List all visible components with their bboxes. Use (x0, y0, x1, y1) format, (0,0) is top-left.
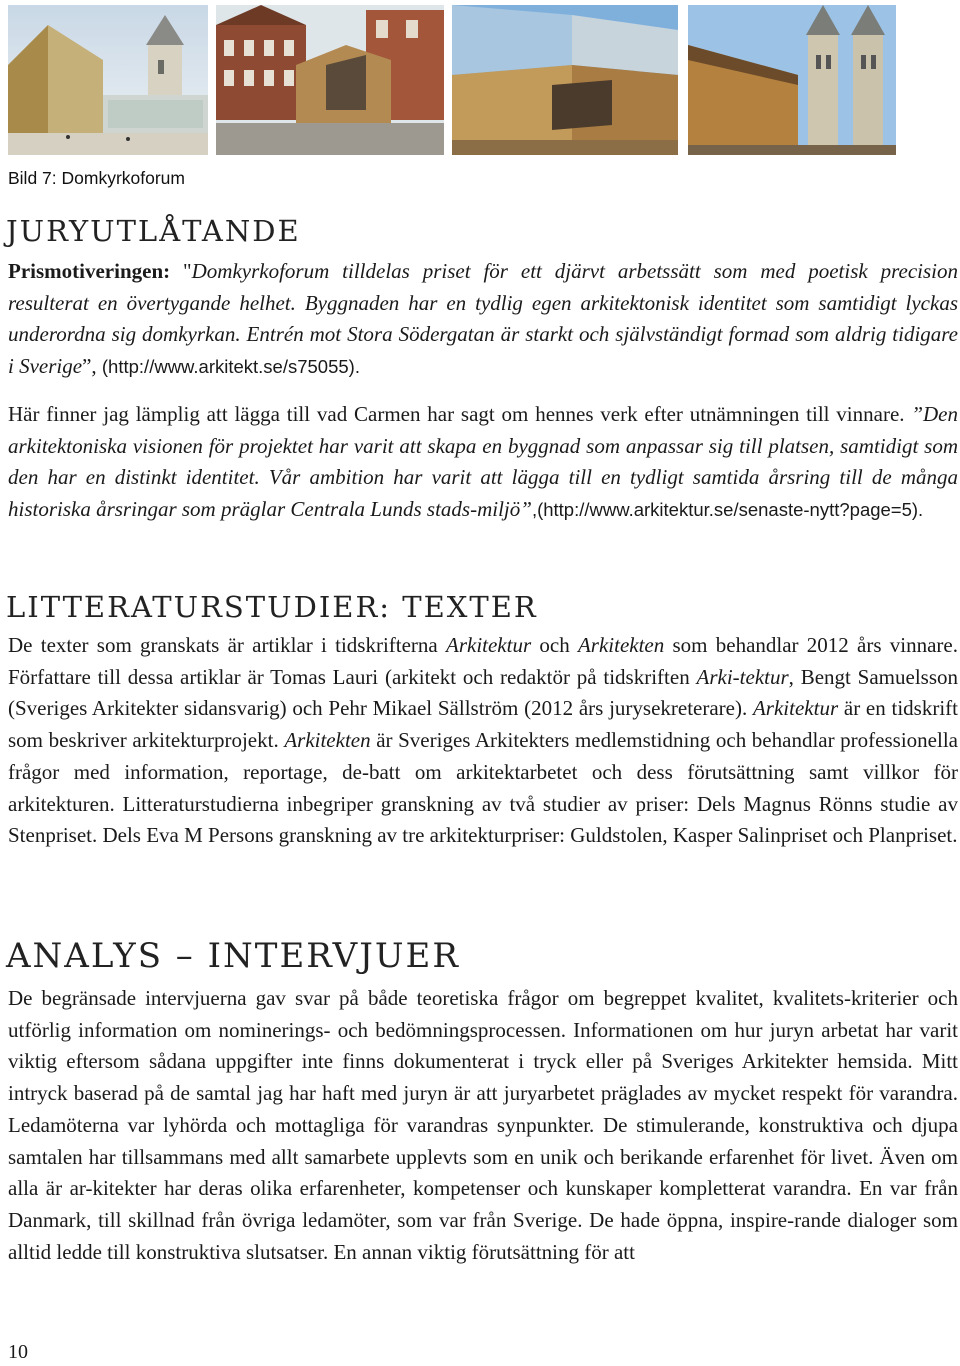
journal-title: Arki-tektur (696, 664, 789, 689)
photo-strip (8, 5, 896, 155)
motivation-label: Prismotiveringen: (8, 259, 171, 283)
section-heading-jury: JURYUTLÅTANDE (6, 214, 301, 248)
prize-motivation-paragraph (8, 256, 958, 383)
building-photo-icon (216, 5, 444, 155)
journal-title: Arkitekten (284, 728, 371, 753)
text-run: , Bengt Samuelsson (Sveriges Arkitekter sidansvarig) och Pehr Mikael Sällström (2012 års jurysekreterare). (8, 664, 959, 721)
journal-title: Arkitektur (446, 633, 532, 657)
building-photo-icon (8, 5, 208, 155)
text-run: och (531, 633, 578, 657)
building-photo-icon (688, 5, 896, 155)
section-heading-analysis: ANALYS – INTERVJUER (6, 936, 460, 976)
page-number: 10 (8, 1341, 28, 1363)
source-url-link-2[interactable]: ,(http://www.arkitektur.se/senaste-nytt?page=5). (531, 498, 924, 520)
journal-title: Arkitekten (577, 633, 665, 657)
section-heading-literature: LITTERATURSTUDIER: TEXTER (6, 590, 538, 624)
motivation-quote: Domkyrkoforum tilldelas priset för ett djärvt arbetssätt som med poetisk precision resulterat en övertygande helhet. Byggnaden har en tydlig egen arkitektonisk identitet som samtidigt lyckas underordna sig domkyrkan. Entrén mot Stora Södergatan är starkt och självständigt formad som aldrig tidigare i Sverige (8, 259, 958, 379)
analysis-paragraph (8, 983, 958, 1268)
text-run: De texter som granskats är artiklar i tidskrifterna (8, 633, 446, 657)
source-url-link[interactable]: (http://www.arkitekt.se/s75055). (101, 356, 360, 378)
text-run: som behandlar 2012 års vinnare. Författare till dessa artiklar är Tomas Lauri (arkitekt och redaktör på tidskriften (8, 633, 958, 689)
text-run: är en tidskrift som beskriver arkitekturprojekt. (8, 696, 958, 753)
jury-section-text (8, 256, 958, 526)
building-photo-icon (452, 5, 678, 155)
photo-square (216, 5, 444, 155)
figure-caption: Bild 7: Domkyrkoforum (8, 168, 185, 188)
analysis-text: De begränsade intervjuerna gav svar på både teoretiska frågor om begreppet kvalitet, kvalitets-kriterier och utförlig information om nominerings- och bedömningsprocessen. Informationen om hur juryn arbetat har varit viktig eftersom sådana uppgifter inte finns dokumenterat i tryck eller på Sveriges Arkitekter hemsida. Mitt intryck baserad på de samtal jag har haft med juryn är att juryarbetet präglades av mycket respekt för varandra. Ledamöterna var lyhörda och mottagliga för varandras synpunkter. De stimulerande, konstruktiva och djupa samtalen har tillsammans med allt samarbete upplevts som en unik och berikande erfarenhet för livet. Även om alla är ar-kitekter har deras olika erfarenheter, kompetenser och kunskaper kompletterat varandra. En var från Danmark, till skillnad från övriga ledamöter, som var från Sverige. De hade öppna, inspire-rande dialoger som alltid ledde till konstruktiva slutsatser. En annan viktig förutsättning för att (8, 986, 958, 1264)
architect-quote: ”Den arkitektoniska visionen för projektet har varit att skapa en byggnad som anpassar sig till platsen, samtidigt som den har en distinkt identitet. Vår ambition har varit att lägga till en tydligt samtida årsring till de många historiska årsringar som präglar Centrala Lunds stads-miljö” (8, 401, 958, 521)
photo-cathedral (688, 5, 896, 155)
text-run: är Sveriges Arkitekters medlemstidning och behandlar professionella frågor med information, reportage, de-batt om arkitektarbetet och dess förutsättning samt villkor för arkitekturen. Litteraturstudierna inbegriper granskning av två studier av priser: Dels Magnus Rönns studie av Stenpriset. Dels Eva M Persons granskning av tre arkitekturpriser: Guldstolen, Kasper Salinpriset och Planpriset. (8, 728, 958, 848)
literature-paragraph (8, 630, 958, 852)
journal-title: Arkitektur (752, 696, 839, 721)
comment-intro: Här finner jag lämplig att lägga till vad Carmen har sagt om hennes verk efter utnämningen till vinnare. (8, 401, 912, 426)
photo-courtyard (452, 5, 678, 155)
quote-open: " (170, 259, 192, 283)
architect-comment-paragraph (8, 399, 958, 526)
quote-close: ”, (82, 354, 102, 379)
photo-rendering (8, 5, 208, 155)
